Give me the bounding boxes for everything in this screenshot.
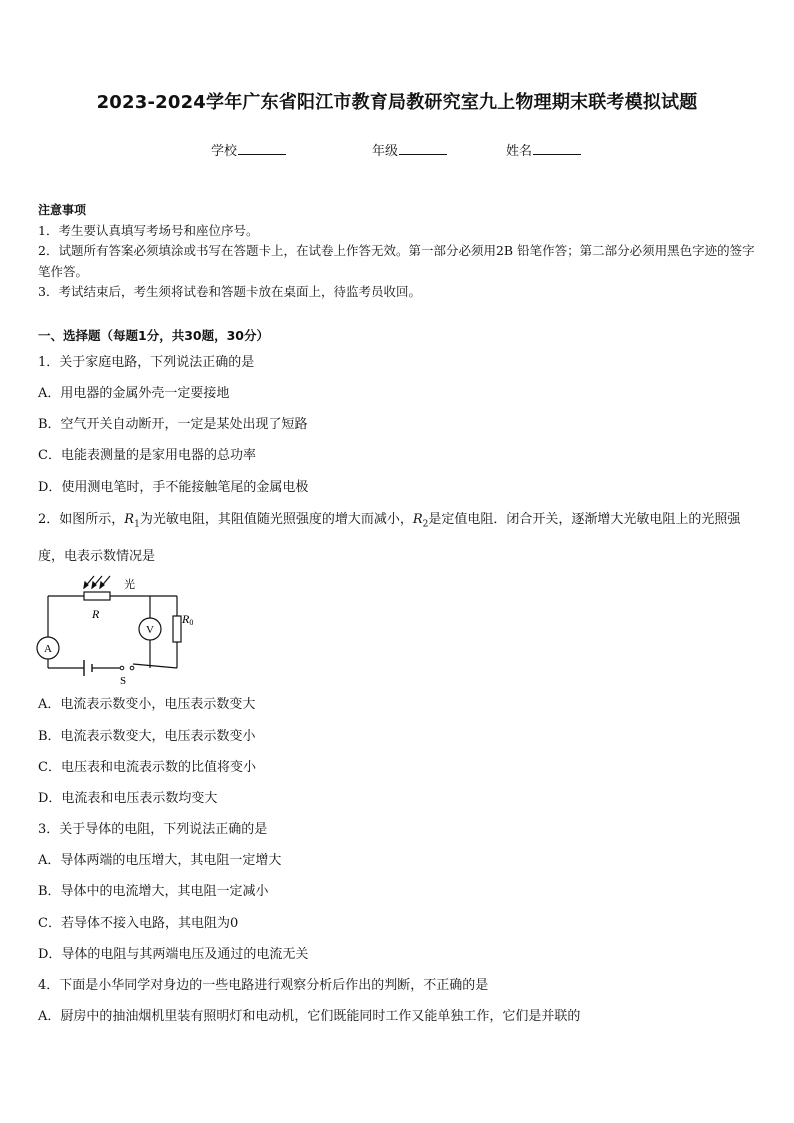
light-label: 光 bbox=[124, 579, 135, 591]
q2-option-d: D．电流表和电压表示数均变大 bbox=[38, 791, 218, 806]
grade-blank[interactable] bbox=[399, 142, 447, 155]
school-field[interactable] bbox=[211, 140, 286, 159]
q2-option-c: C．电压表和电流表示数的比值将变小 bbox=[38, 760, 256, 775]
battery-icon bbox=[84, 660, 92, 676]
q1-stem: 1．关于家庭电路，下列说法正确的是 bbox=[38, 355, 255, 370]
grade-field[interactable] bbox=[372, 140, 447, 159]
q1-option-d: D．使用测电笔时，手不能接触笔尾的金属电极 bbox=[38, 480, 309, 495]
r-label: R bbox=[92, 607, 100, 621]
q3-option-c: C．若导体不接入电路，其电阻为0 bbox=[38, 916, 239, 931]
grade-label: 年级 bbox=[372, 144, 399, 159]
q3-option-a: A．导体两端的电压增大，其电阻一定增大 bbox=[38, 853, 282, 868]
q1-option-b: B．空气开关自动断开，一定是某处出现了短路 bbox=[38, 417, 308, 432]
switch-label: S bbox=[120, 675, 127, 687]
q3-stem: 3．关于导体的电阻，下列说法正确的是 bbox=[38, 822, 268, 837]
voltmeter-label: V bbox=[146, 624, 154, 636]
r0-label: R0 bbox=[182, 612, 194, 627]
q2-stem-part1: 2．如图所示， bbox=[38, 512, 125, 527]
notice-heading: 注意事项 bbox=[38, 203, 87, 217]
q4-option-a: A．厨房中的抽油烟机里装有照明灯和电动机，它们既能同时工作又能单独工作，它们是并联的 bbox=[38, 1009, 581, 1024]
r2-symbol: R bbox=[412, 512, 423, 527]
q1-option-a: A．用电器的金属外壳一定要接地 bbox=[38, 386, 230, 401]
r1-subscript: 1 bbox=[134, 519, 140, 530]
photoresistor bbox=[84, 592, 110, 600]
student-info-fields bbox=[0, 140, 794, 160]
r1-symbol: R bbox=[124, 512, 135, 527]
fixed-resistor bbox=[173, 616, 181, 642]
section-heading: 一、选择题（每题1分，共30题，30分） bbox=[38, 328, 269, 343]
q2-option-a: A．电流表示数变小，电压表示数变大 bbox=[38, 697, 256, 712]
name-field[interactable] bbox=[506, 140, 581, 159]
name-label: 姓名 bbox=[506, 144, 533, 159]
q4-stem: 4．下面是小华同学对身边的一些电路进行观察分析后作出的判断，不正确的是 bbox=[38, 978, 489, 993]
q2-stem bbox=[38, 504, 763, 572]
school-label: 学校 bbox=[211, 144, 238, 159]
exam-title: 2023-2024学年广东省阳江市教育局教研究室九上物理期末联考模拟试题 bbox=[96, 92, 698, 113]
q3-option-b: B．导体中的电流增大，其电阻一定减小 bbox=[38, 884, 269, 899]
light-arrows-icon bbox=[84, 576, 110, 588]
notice-item-3: 3．考试结束后，考生须将试卷和答题卡放在桌面上，待监考员收回。 bbox=[38, 284, 421, 299]
notice-item-2: 2．试题所有答案必须填涂或书写在答题卡上，在试卷上作答无效。第一部分必须用2B 铅笔作答；第二部分必须用黑色字迹的签字笔作答。 bbox=[38, 243, 755, 279]
notice-item-1: 1．考生要认真填写考场号和座位序号。 bbox=[38, 222, 259, 238]
q2-option-b: B．电流表示数变大，电压表示数变小 bbox=[38, 729, 256, 744]
notice-block bbox=[38, 200, 763, 303]
q2-stem-part3: 是定值电阻．闭合开关，逐渐增大光敏电阻上的光照强度，电表示数情况是 bbox=[38, 512, 741, 564]
circuit-diagram bbox=[36, 568, 206, 688]
q3-option-d: D．导体的电阻与其两端电压及通过的电流无关 bbox=[38, 947, 309, 962]
name-blank[interactable] bbox=[533, 142, 581, 155]
school-blank[interactable] bbox=[238, 142, 286, 155]
q1-option-c: C．电能表测量的是家用电器的总功率 bbox=[38, 448, 256, 463]
switch-icon bbox=[120, 666, 134, 670]
q2-stem-part2: 为光敏电阻，其阻值随光照强度的增大而减小， bbox=[139, 512, 413, 527]
ammeter-label: A bbox=[44, 643, 52, 655]
r2-subscript: 2 bbox=[422, 519, 429, 530]
